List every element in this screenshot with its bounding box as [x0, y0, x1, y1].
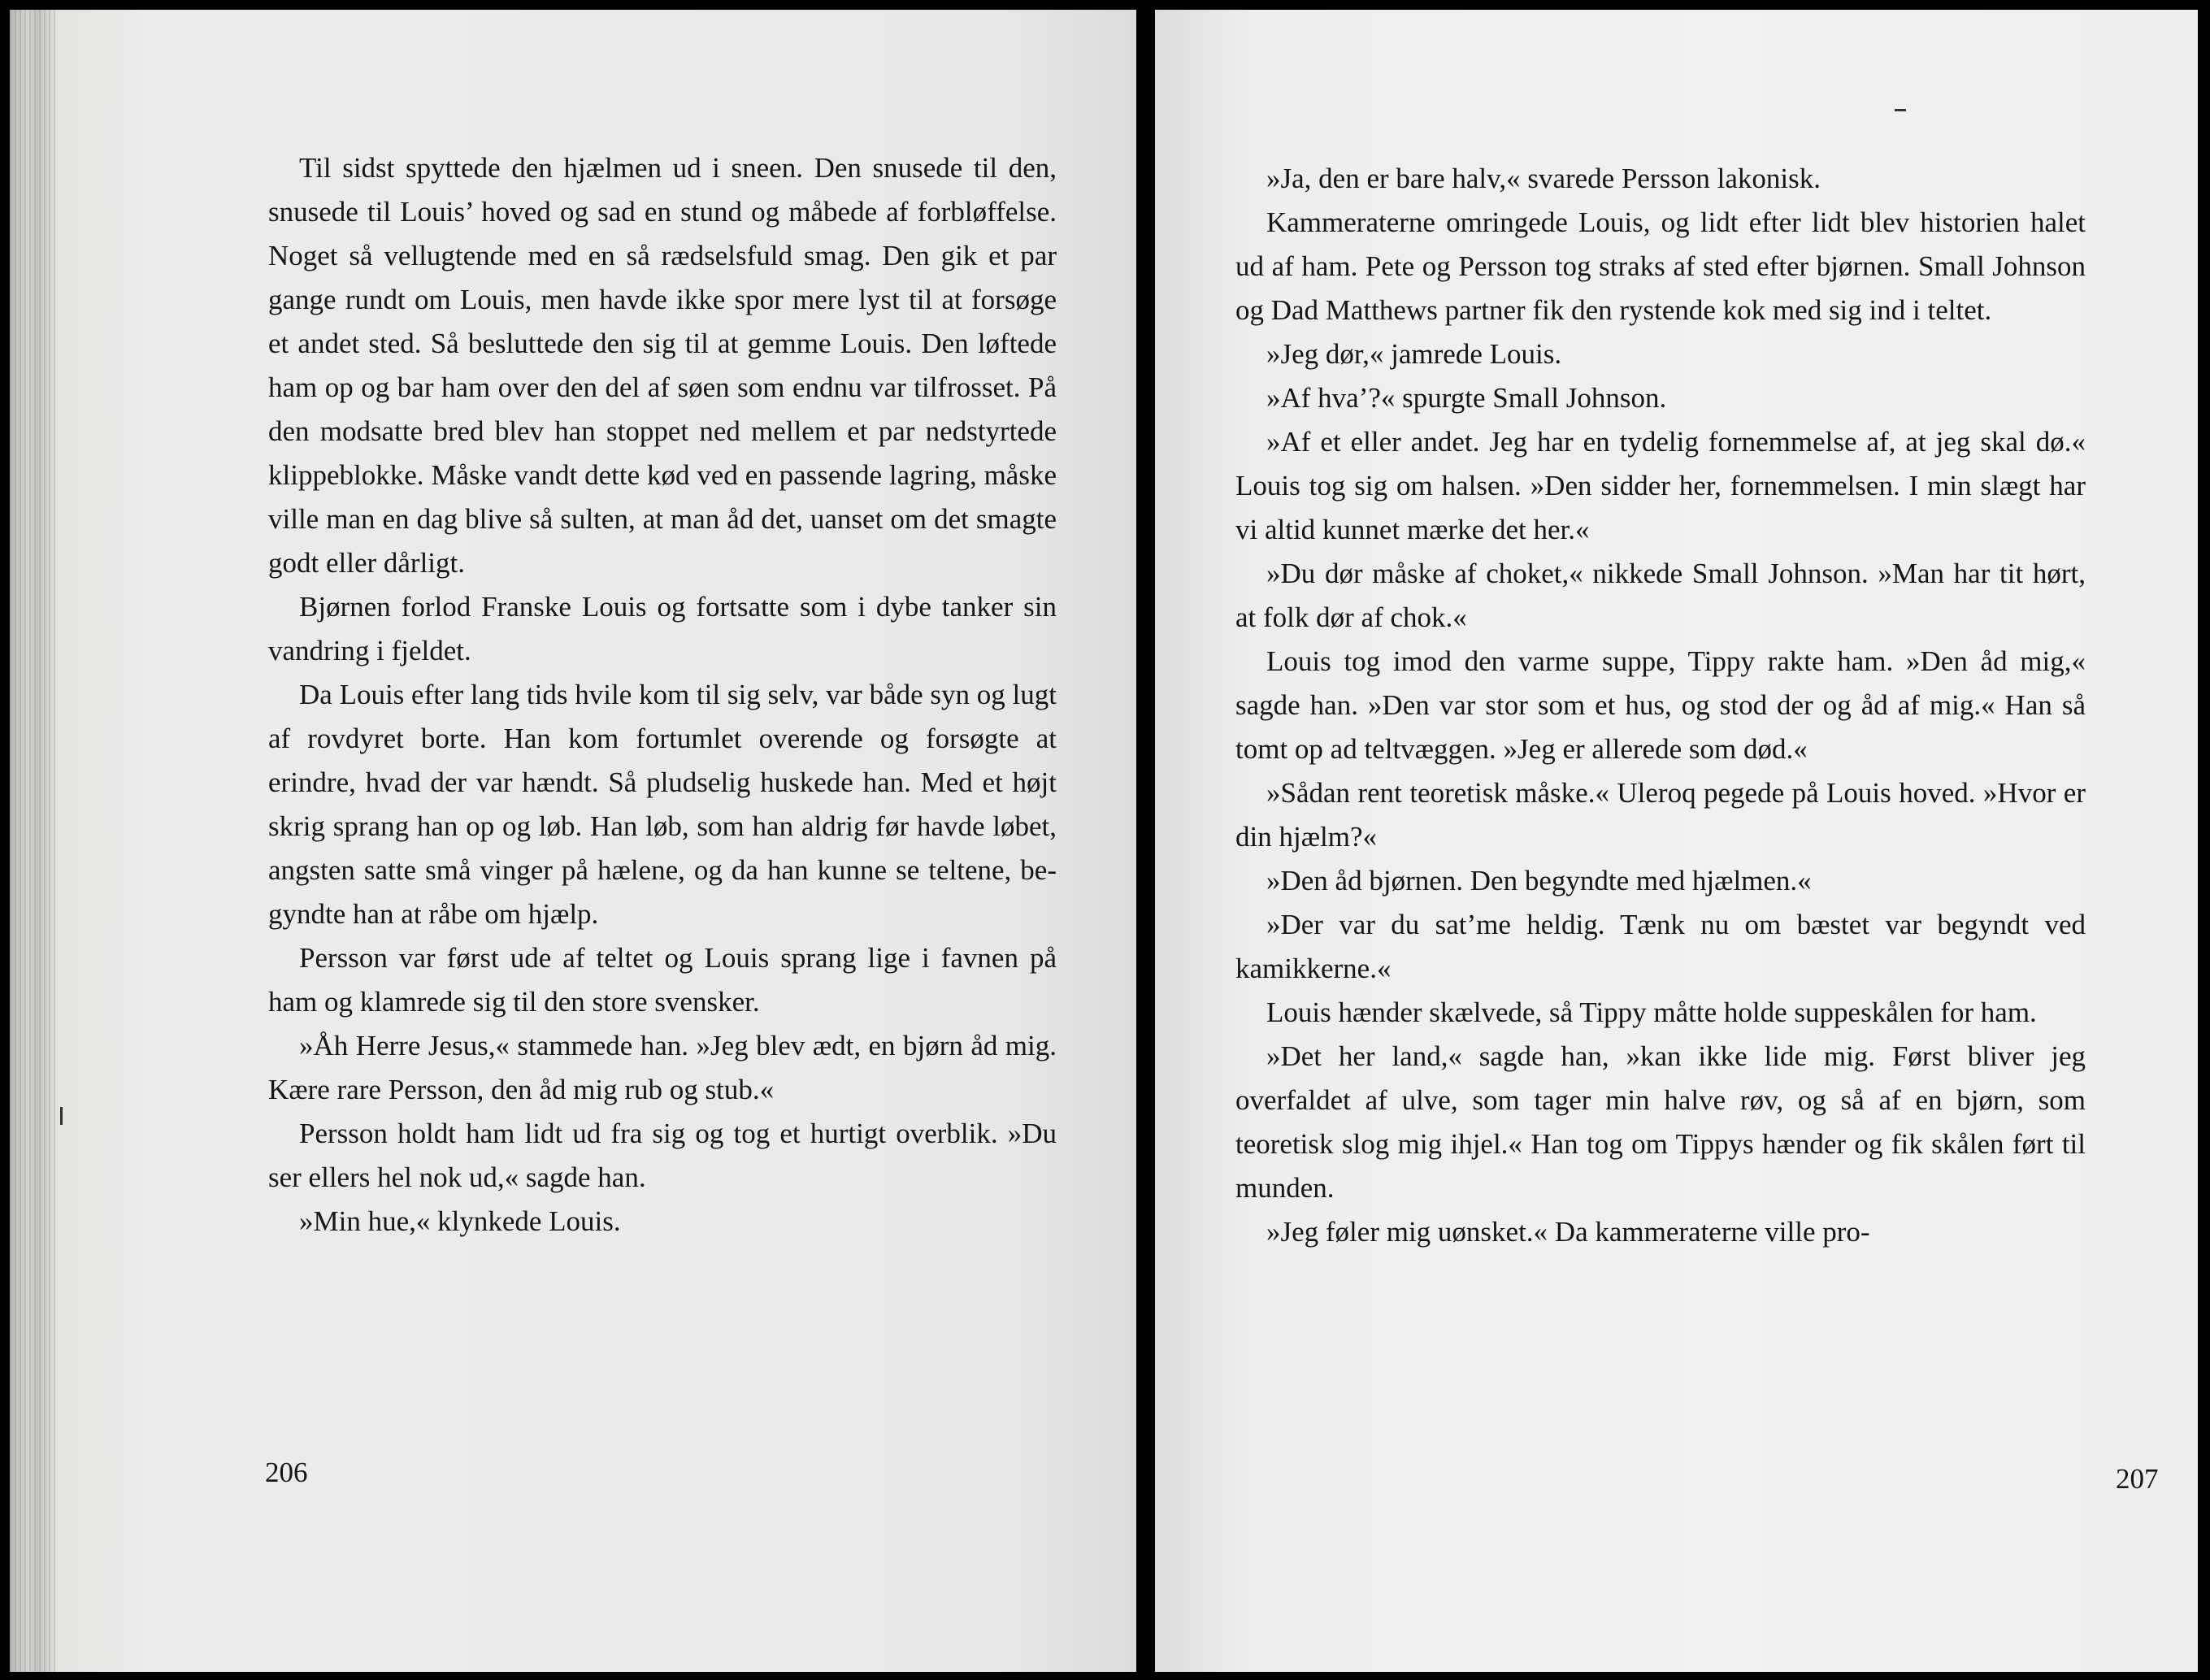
paragraph: Persson var først ude af teltet og Louis sprang lige i favnen på ham og klamrede sig til den store svensker.	[268, 942, 1057, 1018]
paragraph: Kammeraterne omringede Louis, og lidt efter lidt blev historien halet ud af ham. Pete og Persson tog straks af sted efter bjørnen. Small Johnson og Dad Matthews partner fik den rystende kok med sig ind i teltet.	[1235, 206, 2086, 326]
paragraph: »Af hva’?« spurgte Small Johnson.	[1266, 382, 1667, 414]
left-page-text	[268, 146, 1057, 1244]
paragraph: »Sådan rent teoretisk måske.« Uleroq pegede på Louis hoved. »Hvor er din hjælm?«	[1235, 777, 2086, 853]
paragraph: Persson holdt ham lidt ud fra sig og tog et hurtigt overblik. »Du ser ellers hel nok ud,« sagde han.	[268, 1118, 1057, 1193]
paragraph: »Det her land,« sagde han, »kan ikke lide mig. Først bliver jeg overfaldet af ulve, som tager min halve røv, og så af en bjørn, som teoretisk slog mig ihjel.« Han tog om Tippys hænder og fik skålen ført til munden.	[1235, 1040, 2086, 1204]
margin-mark	[1895, 109, 1906, 111]
paragraph: »Den åd bjørnen. Den begyndte med hjælmen.«	[1266, 865, 1812, 896]
page-number: 207	[2116, 1463, 2159, 1495]
paragraph: Louis hænder skælvede, så Tippy måtte holde suppeskålen for ham.	[1266, 996, 2037, 1028]
left-page	[10, 10, 1136, 1672]
paragraph: Til sidst spyttede den hjælmen ud i sneen. Den snusede til den, snusede til Louis’ hoved og sad en stund og måbede af forbløffelse. Noget så vellugtende med en så rædselsfuld smag. Den gik et par gange rundt om Louis, men havde ikke spor mere lyst til at forsøge et andet sted. Så besluttede den sig til at gemme Louis. Den løftede ham op og bar ham over den del af søen som endnu var tilfrosset. På den modsatte bred blev han stoppet ned mellem et par nedstyrtede klippeblokke. Måske vandt dette kød ved en passende lagring, måske ville man en dag blive så sulten, at man åd det, uanset om det smagte godt eller dårligt.	[268, 152, 1057, 579]
paragraph: »Ja, den er bare halv,« svarede Persson lakonisk.	[1266, 163, 1821, 194]
paragraph: »Af et eller andet. Jeg har en tydelig fornemmelse af, at jeg skal dø.« Louis tog sig om halsen. »Den sidder her, fornemmelsen. I min slægt har vi altid kunnet mærke det her.«	[1235, 426, 2086, 545]
page-edge-texture	[10, 10, 59, 1672]
margin-mark	[60, 1107, 63, 1125]
paragraph: »Jeg føler mig uønsket.« Da kammeraterne ville pro-	[1266, 1216, 1870, 1248]
paragraph: Bjørnen forlod Franske Louis og fortsatte som i dybe tanker sin vandring i fjeldet.	[268, 591, 1057, 666]
paragraph: »Åh Herre Jesus,« stammede han. »Jeg blev ædt, en bjørn åd mig. Kære rare Persson, den åd mig rub og stub.«	[268, 1030, 1057, 1105]
paragraph: »Du dør måske af choket,« nikkede Small Johnson. »Man har tit hørt, at folk dør af chok.«	[1235, 558, 2086, 633]
paragraph: »Jeg dør,« jamrede Louis.	[1266, 338, 1562, 370]
paragraph: »Der var du sat’me heldig. Tænk nu om bæstet var begyndt ved kamikkerne.«	[1235, 909, 2086, 984]
page-number: 206	[265, 1456, 308, 1488]
paragraph: Da Louis efter lang tids hvile kom til sig selv, var både syn og lugt af rovdyret borte. Han kom fortumlet overende og forsøgte at erindre, hvad der var hændt. Så pludselig huskede han. Med et højt skrig sprang han op og løb. Han løb, som han aldrig før havde løbet, angsten satte små vinger på hælene, og da han kunne se teltene, begyndte han at råbe om hjælp.	[268, 679, 1057, 930]
paragraph: Louis tog imod den varme suppe, Tippy rakte ham. »Den åd mig,« sagde han. »Den var stor som et hus, og stod der og åd af mig.« Han så tomt op ad teltvæggen. »Jeg er allerede som død.«	[1235, 645, 2086, 765]
right-page	[1155, 10, 2198, 1672]
right-page-text	[1235, 157, 2086, 1254]
paragraph: »Min hue,« klynkede Louis.	[299, 1205, 621, 1237]
